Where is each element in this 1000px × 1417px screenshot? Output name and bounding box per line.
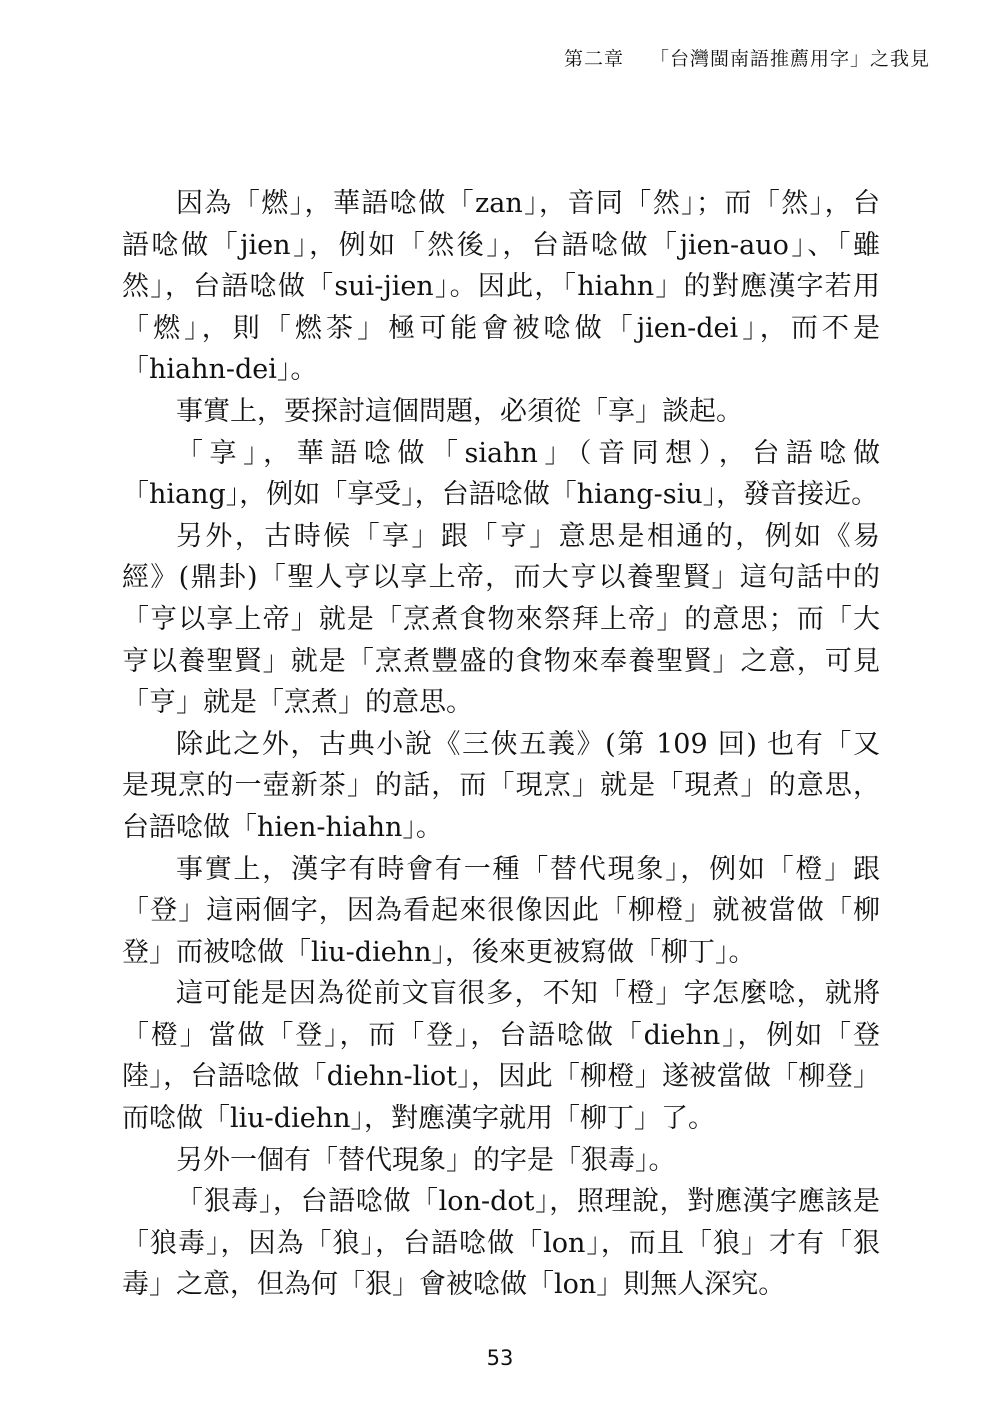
paragraph [122,1140,880,1182]
text-line: 因為「燃」，華語唸做「zan」，音同「然」；而「然」，台 [176,188,880,219]
paragraph [122,973,880,1139]
text-line: 除此之外，古典小說《三俠五義》(第 109 回) 也有「又 [176,728,880,760]
page-number: 53 [486,1346,514,1370]
text-line: 「橙」當做「登」，而「登」，台語唸做「diehn」，例如「登 [122,1019,880,1051]
text-line: 然」，台語唸做「sui-jien」。因此，「hiahn」的對應漢字若用 [122,271,880,303]
text-line: 亨以養聖賢」就是「烹煮豐盛的食物來奉養聖賢」之意，可見 [122,645,880,677]
paragraph [122,183,880,391]
text-line: 「hiang」，例如「享受」，台語唸做「hiang-siu」，發音接近。 [122,479,879,511]
text-line: 事實上，漢字有時會有一種「替代現象」，例如「橙」跟 [176,853,880,885]
text-line: 陸」，台語唸做「diehn-liot」，因此「柳橙」遂被當做「柳登」 [122,1061,880,1093]
text-line: 「hiahn-dei」。 [122,354,318,386]
text-line: 經》(鼎卦)「聖人亨以享上帝，而大亨以養聖賢」這句話中的 [122,562,880,594]
text-line: 「狼毒」，因為「狼」，台語唸做「lon」，而且「狼」才有「狠 [122,1227,880,1259]
paragraph [122,516,880,724]
text-line: 「亨以享上帝」就是「烹煮食物來祭拜上帝」的意思；而「大 [122,603,880,635]
text-line: 這可能是因為從前文盲很多，不知「橙」字怎麼唸，就將 [176,978,880,1010]
paragraph [122,433,880,516]
paragraph [122,849,880,974]
text-line: 台語唸做「hien-hiahn」。 [122,811,443,843]
text-line: 事實上，要探討這個問題，必須從「享」談起。 [176,395,743,427]
chapter-label: 第二章 [563,48,624,70]
running-header [564,44,930,71]
text-line: 「登」這兩個字，因為看起來很像因此「柳橙」就被當做「柳 [122,895,880,927]
text-line: 語唸做「jien」，例如「然後」，台語唸做「jien-auo」、「雖 [122,229,880,261]
chapter-title: 「台灣閩南語推薦用字」之我見 [649,48,930,70]
text-line: 「享」，華語唸做「siahn」（音同想），台語唸做 [176,437,880,469]
body-text [122,183,880,1306]
text-line: 「亨」就是「烹煮」的意思。 [122,687,473,719]
paragraph [122,1181,880,1306]
paragraph [122,391,880,433]
text-line: 另外一個有「替代現象」的字是「狠毒」。 [176,1144,676,1176]
text-line: 是現烹的一壺新茶」的話，而「現烹」就是「現煮」的意思， [122,770,880,802]
paragraph [122,724,880,849]
text-line: 「狠毒」，台語唸做「lon-dot」，照理說，對應漢字應該是 [176,1186,880,1218]
text-line: 登」而被唸做「liu-diehn」，後來更被寫做「柳丁」。 [122,936,756,968]
text-line: 而唸做「liu-diehn」，對應漢字就用「柳丁」了。 [122,1103,715,1135]
text-line: 毒」之意，但為何「狠」會被唸做「lon」則無人深究。 [122,1269,786,1301]
text-line: 「燃」，則「燃茶」極可能會被唸做「jien-dei」，而不是 [122,312,880,344]
text-line: 另外，古時候「享」跟「亨」意思是相通的，例如《易 [176,520,880,552]
